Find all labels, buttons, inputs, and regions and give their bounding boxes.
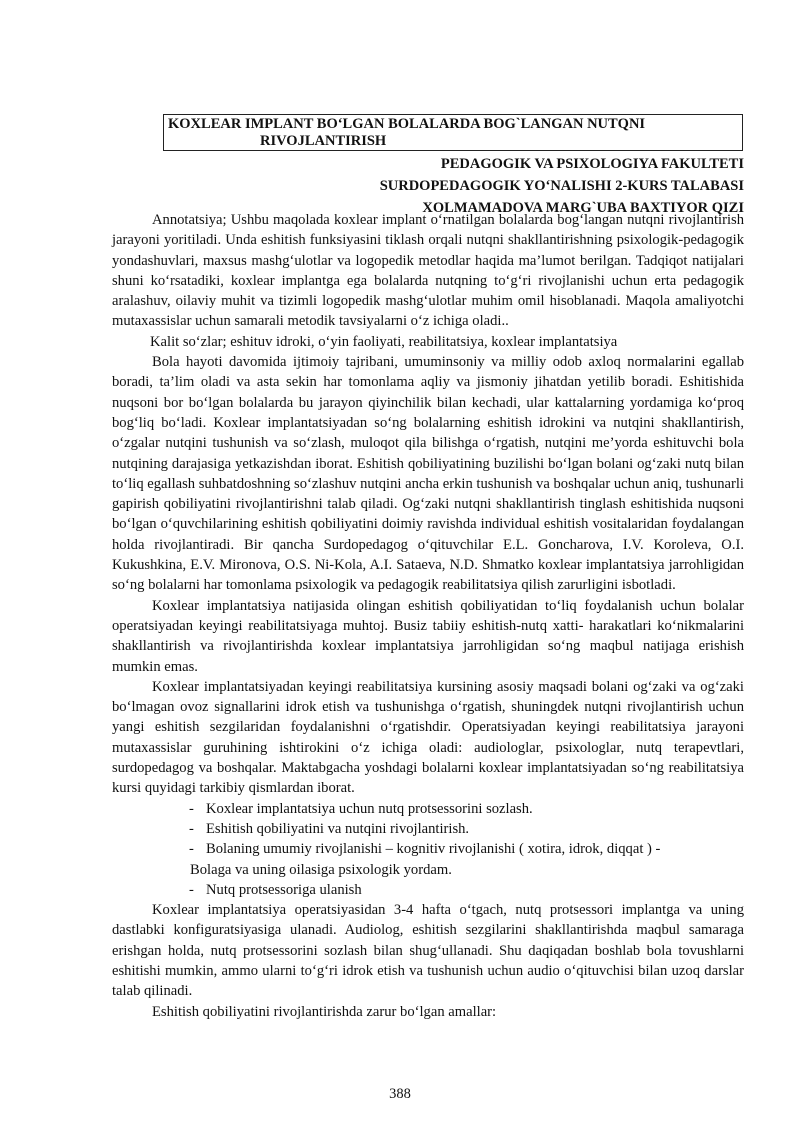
list-continuation: Bolaga va uning oilasiga psixologik yordam. bbox=[190, 861, 452, 878]
list-dash: - bbox=[189, 800, 194, 817]
paragraph-2: Koxlear implantatsiya natijasida olingan eshitish qobiliyatidan to‘liq foydalanish uchun bolalar operatsiyadan keyingi reabilitatsiyaga muhtoj. Busiz tabiiy eshitish-nutq xatti- harakatlari ko‘nikmalarini shakllantirish va rivojlantirishda koxlear implantatsiya jarrohligidan so‘ng maqbul natijaga erishish mumkin emas. bbox=[112, 597, 744, 675]
list-item-text: Nutq protsessoriga ulanish bbox=[206, 881, 362, 898]
list-item bbox=[112, 839, 744, 859]
paragraph-1: Bola hayoti davomida ijtimoiy tajribani, umuminsoniy va milliy odob axloq normalarini egallab boradi, ta’lim oladi va asta sekin har tomonlama aqliy va jismoniy jihatdan yetilib boradi. Eshitishida nuqsoni bor bo‘lgan bolalarda bu jarayon qiyinchilik bilan kechadi, ular kattalarning yordamiga ko‘proq bog‘liq bo‘ladi. Koxlear implantatsiyadan so‘ng bolalarning eshitish idrokini va nutqini shakllantirish, o‘zgalar nutqini tushunish va so‘zlash, muloqot qila bilishga o‘rgatish, nutqini me’yorda eshituvchi bola nutqining darajasiga yetkazishdan iborat. Eshitish qobiliyatining buzilishi bo‘lgan bolani og‘zaki nutq bilan to‘liq egallash suhbatdoshning so‘zlashuv nutqini ancha erkin tushunish va boshqalar uchun aniq, tushunarli gapirish qobiliyatini rivojlantirishni talab qiladi. Og‘zaki nutqni shakllantirish tinglash eshitishida nuqsoni bo‘lgan o‘quvchilarining eshitish qobiliyatini doimiy ravishda individual eshitish vositalaridan foydalangan holda rivojlantiradi. Bir qancha Surdopedagog o‘qituvchilar E.L. Goncharova, I.V. Koroleva, O.I. Kukushkina, E.V. Mironova, O.S. Ni-Kola, A.I. Sataeva, N.D. Shmatko koxlear implantatsiya jarrohligidan so‘ng bolalarni har tomonlama psixologik va pedagogik reabilitatsiya qilish zarurligini isbotladi. bbox=[112, 354, 744, 594]
keywords: Kalit so‘zlar; eshituv idroki, o‘yin faoliyati, reabilitatsiya, koxlear implantatsiya bbox=[150, 333, 618, 350]
paragraph-4: Koxlear implantatsiya operatsiyasidan 3-4 hafta o‘tgach, nutq protsessori implantga va uning dastlabki konfiguratsiyasiga ulanadi. Audiolog, eshitish sezgilarini shakllantirishda maqbul samaraga erishgan holda, nutq protsessorini sozlash bilan shug‘ullanadi. Shu daqiqadan boshlab bola tovushlarni eshitishi mumkin, ammo ularni to‘g‘ri idrok etish va tushunish uchun audio o‘qituvchisi bilan uzoq darslar talab qilinadi. bbox=[112, 902, 744, 1000]
list-dash: - bbox=[189, 881, 194, 898]
list-item-text: Koxlear implantatsiya uchun nutq protsessorini sozlash. bbox=[206, 800, 533, 817]
article-title bbox=[163, 114, 743, 151]
list-item-text: Bolaning umumiy rivojlanishi – kognitiv rivojlanishi ( xotira, idrok, diqqat ) - bbox=[206, 841, 661, 858]
list-item bbox=[112, 819, 744, 839]
paragraph-3: Koxlear implantatsiyadan keyingi reabilitatsiya kursining asosiy maqsadi bolani og‘zaki va og‘zaki bo‘lmagan ovoz signallarini idrok etish va tushunishga o‘rgatish, shuningdek nutqni rivojlantirish uchun yangi eshitish sezgilaridan foydalanishni o‘rgatishdir. Operatsiyadan keyingi reabilitatsiya jarayoni mutaxassislar guruhining ishtirokini o‘z ichiga oladi: audiologlar, psixologlar, nutq terapevtlari, surdopedagog va boshqalar. Maktabgacha yoshdagi bolalarni koxlear implantatsiyadan so‘ng reabilitatsiya kursi quyidagi tarkibiy qismlardan iborat. bbox=[112, 678, 744, 797]
page-number: 388 bbox=[389, 1086, 411, 1102]
paragraph-5: Eshitish qobiliyatini rivojlantirishda zarur bo‘lgan amallar: bbox=[152, 1003, 497, 1020]
author-name: XOLMAMADOVA MARG`UBA BAXTIYOR QIZI bbox=[422, 200, 744, 216]
list-dash: - bbox=[189, 820, 194, 837]
title-line-1: KOXLEAR IMPLANT BO‘LGAN BOLALARDA BOG`LANGAN NUTQNI bbox=[168, 116, 646, 132]
abstract: Annotatsiya; Ushbu maqolada koxlear implant o‘rnatilgan bolalarda bog‘langan nutqni rivojlantirish jarayoni yoritiladi. Unda eshitish funksiyasini tiklash orqali nutqni shakllantirishning psixologik-pedagogik yondashuvlari, maxsus mashg‘ulotlar va logopedik metodlar haqida ma’lumot berilgan. Tadqiqot natijalari shuni ko‘rsatadiki, koxlear implantga ega bolalarda nutqning to‘g‘ri rivojlanishi uchun erta pedagogik aralashuv, oilaviy muhit va tizimli logopedik mashg‘ulotlar muhim omil hisoblanadi. Maqola amaliyotchi mutaxassislar uchun samarali metodik tavsiyalarni o‘z ichiga oladi.. bbox=[112, 212, 744, 330]
list-item bbox=[112, 880, 744, 900]
faculty: PEDAGOGIK VA PSIXOLOGIYA FAKULTETI bbox=[440, 156, 744, 172]
article-body bbox=[112, 210, 744, 1022]
list-item bbox=[112, 799, 744, 819]
list-item-text: Eshitish qobiliyatini va nutqini rivojlantirish. bbox=[206, 820, 470, 837]
program: SURDOPEDAGOGIK YO‘NALISHI 2-KURS TALABASI bbox=[379, 178, 744, 194]
title-line-2: RIVOJLANTIRISH bbox=[260, 133, 387, 149]
list-dash: - bbox=[189, 841, 194, 858]
